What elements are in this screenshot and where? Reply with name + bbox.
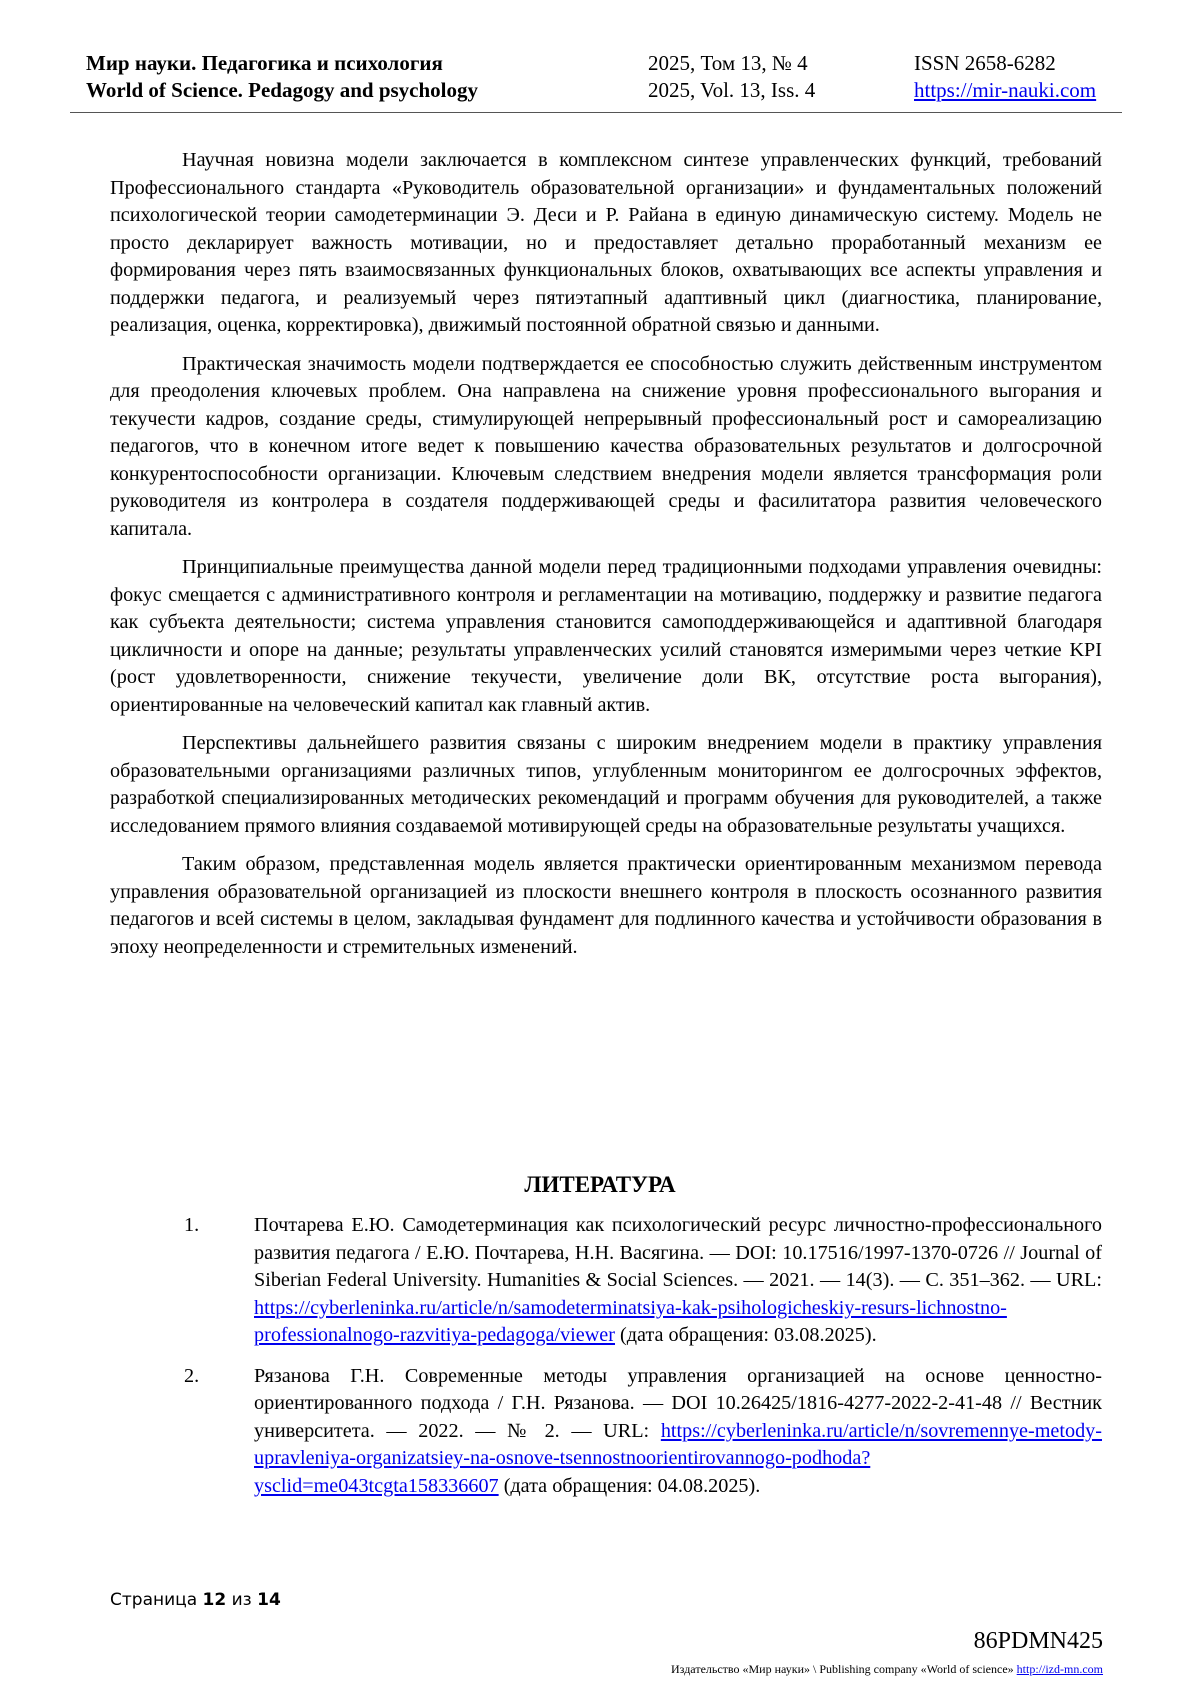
- article-code: 86PDMN425: [973, 1628, 1103, 1654]
- paragraph-significance: Практическая значимость модели подтверждается ее способностью служить действенным инструментом для преодоления ключевых проблем. Она направлена на снижение уровня профессионального выгорания и текучести кадров, создание среды, стимулирующей непрерывный профессиональный рост и самореализацию педагогов, что в конечном итоге ведет к повышению качества образовательных результатов и долгосрочной конкурентоспособности организации. Ключевым следствием внедрения модели является трансформация роли руководителя из контролера в создателя поддерживающей среды и фасилитатора развития человеческого капитала.: [110, 352, 1102, 540]
- header-divider: [70, 112, 1122, 113]
- publisher-text: Издательство «Мир науки» \ Publishing company «World of science»: [671, 1662, 1014, 1676]
- reference-link[interactable]: https://cyberleninka.ru/article/n/sovremennye-metody-upravleniya-organizatsiey-na-osnove-tsennostnoorientirovannogo-podhoda?ysclid=me043tcgta158336607: [254, 1419, 1102, 1497]
- volume-ru: 2025, Том 13, № 4: [648, 51, 808, 75]
- page-of-word: из: [231, 1590, 252, 1610]
- page-number: 12: [202, 1590, 227, 1610]
- reference-text: Почтарева Е.Ю. Самодетерминация как психологический ресурс личностно-профессионального развития педагога / Е.Ю. Почтарева, Н.Н. Васягина. — DOI: 10.17516/1997-1370-0726 // Journal of Siberian Federal University. Humanities & Social Sciences. — 2021. — 14(3). — С. 351–362. — URL:: [254, 1214, 1102, 1291]
- page-header: [86, 50, 1122, 110]
- reference-access-date: (дата обращения: 03.08.2025).: [615, 1324, 877, 1346]
- page-counter: [110, 1590, 281, 1610]
- article-body: [110, 147, 1102, 972]
- paragraph-conclusion: Таким образом, представленная модель является практически ориентированным механизмом перевода управления образовательной организацией из плоскости внешнего контроля в плоскость осознанного развития педагогов и всей системы в целом, закладывая фундамент для подлинного качества и устойчивости образования в эпоху неопределенности и стремительных изменений.: [110, 853, 1102, 958]
- page-word: Страница: [110, 1590, 198, 1610]
- reference-access-date: (дата обращения: 04.08.2025).: [498, 1474, 761, 1497]
- volume-en: 2025, Vol. 13, Iss. 4: [648, 78, 816, 102]
- paragraph-prospects: Перспективы дальнейшего развития связаны с широким внедрением модели в практику управления образовательными организациями различных типов, углубленным мониторингом ее долгосрочных эффектов, разработкой специализированных методических рекомендаций и программ обучения для руководителей, а также исследованием прямого влияния создаваемой мотивирующей среды на образовательные результаты учащихся.: [110, 732, 1102, 837]
- reference-item: [110, 1212, 1102, 1350]
- reference-list: [110, 1212, 1102, 1513]
- issn: ISSN 2658-6282: [914, 51, 1056, 75]
- journal-title-en: World of Science. Pedagogy and psychology: [86, 78, 479, 102]
- paragraph-novelty: Научная новизна модели заключается в комплексном синтезе управленческих функций, требований Профессионального стандарта «Руководитель образовательной организации» и фундаментальных положений психологической теории самодетерминации Э. Деси и Р. Райана в единую динамическую систему. Модель не просто декларирует важность мотивации, но и предоставляет детально проработанный механизм ее формирования через пять взаимосвязанных функциональных блоков, охватывающих все аспекты управления и поддержки педагога, и реализуемый через пятиэтапный адаптивный цикл (диагностика, планирование, реализация, оценка, корректировка), движимый постоянной обратной связью и данными.: [110, 149, 1102, 336]
- reference-number: 2.: [184, 1364, 200, 1387]
- reference-link[interactable]: https://cyberleninka.ru/article/n/samodeterminatsiya-kak-psihologicheskiy-resurs-lichnostno-professionalnogo-razvitiya-pedagoga/viewer: [254, 1296, 1007, 1346]
- reference-item: [110, 1363, 1102, 1501]
- journal-url-link[interactable]: https://mir-nauki.com: [914, 78, 1097, 102]
- page-total: 14: [257, 1590, 281, 1610]
- publisher-link[interactable]: http://izd-mn.com: [1016, 1662, 1103, 1676]
- reference-text: Рязанова Г.Н. Современные методы управления организацией на основе ценностно-ориентированного подхода / Г.Н. Рязанова. — DOI 10.26425/1816-4277-2022-2-41-48 // Вестник университета. — 2022. — № 2. — URL:: [254, 1364, 1102, 1442]
- reference-number: 1.: [184, 1214, 200, 1236]
- literature-heading: ЛИТЕРАТУРА: [524, 1172, 676, 1197]
- journal-title-ru: Мир науки. Педагогика и психология: [86, 51, 443, 75]
- paragraph-advantages: Принципиальные преимущества данной модели перед традиционными подходами управления очевидны: фокус смещается с административного контроля и регламентации на мотивацию, поддержку и развитие педагога как субъекта деятельности; система управления становится самоподдерживающейся и адаптивной благодаря цикличности и опоре на данные; результаты управленческих усилий становятся измеримыми через четкие KPI (рост удовлетворенности, снижение текучести, увеличение доли ВК, отсутствие роста выгорания), ориентированные на человеческий капитал как главный актив.: [110, 556, 1102, 716]
- publisher-line: [671, 1662, 1103, 1677]
